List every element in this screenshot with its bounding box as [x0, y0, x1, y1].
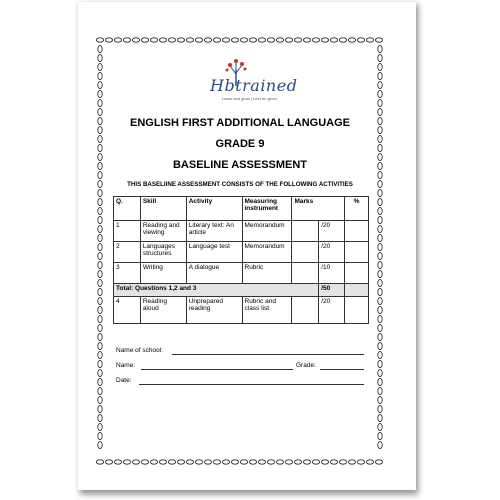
border-link: [159, 460, 166, 464]
border-link: [312, 460, 319, 464]
table-row: [114, 242, 369, 263]
border-link: [98, 333, 102, 340]
border-link: [98, 342, 102, 349]
border-link: [348, 460, 355, 464]
border-link: [375, 38, 382, 42]
cell-percent: [345, 221, 369, 242]
border-link: [98, 378, 102, 385]
border-link: [249, 38, 256, 42]
activities-subtitle: THIS BASELIINE ASSESSMENT CONSISTS OF THE FOLLOWING ACTIVITIES: [127, 181, 353, 188]
cell-q: 4: [114, 297, 141, 324]
border-link: [378, 423, 382, 430]
cell-instrument: Memorandum: [242, 221, 292, 242]
border-link: [186, 460, 193, 464]
logo-brand-text: Hbtrained: [210, 76, 298, 95]
cell-instrument: Memorandum: [242, 242, 292, 263]
border-link: [132, 460, 139, 464]
border-link: [378, 387, 382, 394]
border-link: [98, 54, 102, 61]
border-link: [378, 405, 382, 412]
border-link: [366, 38, 373, 42]
border-link: [98, 279, 102, 286]
border-link: [378, 270, 382, 277]
border-link: [150, 460, 157, 464]
border-link: [378, 333, 382, 340]
border-link: [378, 99, 382, 106]
border-link: [98, 369, 102, 376]
border-link: [123, 38, 130, 42]
border-link: [378, 351, 382, 358]
border-link: [378, 243, 382, 250]
border-link: [378, 279, 382, 286]
cell-empty: [292, 263, 319, 284]
border-link: [378, 72, 382, 79]
border-link: [303, 38, 310, 42]
border-link: [204, 460, 211, 464]
cell-marks: /20: [319, 242, 345, 263]
cell-marks: /10: [319, 263, 345, 284]
border-link: [378, 252, 382, 259]
header-instrument: Measuring instrument: [242, 197, 292, 221]
border-link: [378, 63, 382, 70]
cell-activity: Literary text: An article: [186, 221, 242, 242]
cell-empty: [292, 297, 319, 324]
document-title: ENGLISH FIRST ADDITIONAL LANGUAGE: [130, 117, 350, 129]
hbtrained-logo: [210, 58, 310, 100]
border-link: [378, 261, 382, 268]
border-link: [357, 460, 364, 464]
header-marks: Marks: [292, 197, 345, 221]
cell-q: 2: [114, 242, 141, 263]
border-link: [177, 38, 184, 42]
cell-percent: [345, 263, 369, 284]
border-link: [98, 243, 102, 250]
border-link: [98, 108, 102, 115]
border-link: [378, 432, 382, 439]
border-link: [294, 38, 301, 42]
border-link: [98, 405, 102, 412]
border-link: [105, 460, 112, 464]
border-link: [378, 198, 382, 205]
border-link: [141, 38, 148, 42]
border-link: [339, 460, 346, 464]
border-link: [123, 460, 130, 464]
total-label: Total: Questions 1,2 and 3: [114, 284, 319, 297]
border-link: [378, 216, 382, 223]
border-link: [303, 460, 310, 464]
border-link: [98, 72, 102, 79]
activities-table: [113, 196, 369, 324]
border-link: [378, 396, 382, 403]
border-link: [98, 234, 102, 241]
border-link: [378, 306, 382, 313]
border-link: [186, 38, 193, 42]
border-link: [98, 63, 102, 70]
border-link: [98, 45, 102, 52]
border-link: [231, 38, 238, 42]
border-link: [98, 360, 102, 367]
border-link: [366, 460, 373, 464]
border-link: [240, 460, 247, 464]
border-link: [98, 270, 102, 277]
border-link: [98, 324, 102, 331]
border-link: [96, 38, 103, 42]
border-link: [357, 38, 364, 42]
border-link: [240, 38, 247, 42]
cell-marks: /20: [319, 221, 345, 242]
border-link: [330, 38, 337, 42]
border-link: [378, 369, 382, 376]
border-link: [204, 38, 211, 42]
border-link: [96, 460, 103, 464]
border-link: [98, 81, 102, 88]
cell-marks: /20: [319, 297, 345, 324]
cell-q: 1: [114, 221, 141, 242]
border-link: [321, 460, 328, 464]
border-link: [168, 38, 175, 42]
border-link: [98, 297, 102, 304]
border-link: [378, 441, 382, 448]
logo-tagline: Learn and grow | Leer en groei: [222, 96, 277, 101]
cell-skill: Reading aloud: [140, 297, 186, 324]
total-marks: /50: [319, 284, 345, 297]
cell-percent: [345, 297, 369, 324]
border-link: [378, 315, 382, 322]
border-link: [98, 414, 102, 421]
border-link: [98, 288, 102, 295]
border-link: [213, 38, 220, 42]
border-link: [159, 38, 166, 42]
table-row: [114, 263, 369, 284]
cell-activity: Unprepared reading: [186, 297, 242, 324]
border-link: [222, 38, 229, 42]
border-link: [258, 38, 265, 42]
border-link: [98, 396, 102, 403]
border-link: [98, 441, 102, 448]
border-link: [378, 360, 382, 367]
header-percent: %: [345, 197, 369, 221]
date-label: Date:: [116, 377, 132, 384]
school-label: Name of school:: [116, 347, 163, 354]
border-link: [378, 324, 382, 331]
border-link: [98, 225, 102, 232]
border-link: [132, 38, 139, 42]
border-link: [378, 234, 382, 241]
cell-q: 3: [114, 263, 141, 284]
border-link: [98, 423, 102, 430]
border-link: [276, 38, 283, 42]
border-link: [375, 460, 382, 464]
border-link: [378, 297, 382, 304]
border-link: [98, 198, 102, 205]
border-link: [285, 460, 292, 464]
border-link: [114, 38, 121, 42]
border-link: [267, 460, 274, 464]
border-link: [378, 378, 382, 385]
cell-skill: Writing: [140, 263, 186, 284]
border-link: [222, 460, 229, 464]
border-link: [98, 387, 102, 394]
border-link: [98, 261, 102, 268]
border-link: [177, 460, 184, 464]
border-link: [141, 460, 148, 464]
cell-skill: Reading and viewing: [140, 221, 186, 242]
table-header-row: [114, 197, 369, 221]
border-link: [378, 54, 382, 61]
border-link: [98, 207, 102, 214]
border-link: [348, 38, 355, 42]
border-link: [98, 306, 102, 313]
grade-field[interactable]: [320, 369, 364, 370]
date-field[interactable]: [139, 384, 364, 385]
border-link: [294, 460, 301, 464]
border-link: [321, 38, 328, 42]
assessment-heading: BASELINE ASSESSMENT: [172, 159, 308, 171]
grade-label: Grade:: [296, 362, 316, 369]
border-link: [276, 460, 283, 464]
border-link: [98, 252, 102, 259]
grade-heading: GRADE 9: [215, 138, 265, 150]
border-link: [98, 99, 102, 106]
school-name-field[interactable]: [172, 354, 364, 355]
border-link: [150, 38, 157, 42]
border-link: [378, 108, 382, 115]
border-link: [98, 351, 102, 358]
border-link: [330, 460, 337, 464]
cell-skill: Languages structures: [140, 242, 186, 263]
cell-percent: [345, 284, 369, 297]
cell-empty: [292, 221, 319, 242]
border-link: [114, 460, 121, 464]
header-skill: Skill: [140, 197, 186, 221]
border-link: [249, 460, 256, 464]
cell-activity: Language test: [186, 242, 242, 263]
border-link: [378, 207, 382, 214]
border-link: [195, 460, 202, 464]
border-link: [98, 315, 102, 322]
border-link: [378, 45, 382, 52]
border-link: [378, 171, 382, 178]
border-link: [98, 189, 102, 196]
cell-instrument: Rubric and class list: [242, 297, 292, 324]
border-link: [168, 460, 175, 464]
border-link: [378, 342, 382, 349]
border-link: [258, 460, 265, 464]
border-link: [312, 38, 319, 42]
name-label: Name:: [116, 362, 136, 369]
border-link: [378, 90, 382, 97]
header-q: Q.: [114, 197, 141, 221]
cell-percent: [345, 242, 369, 263]
border-link: [339, 38, 346, 42]
border-link: [285, 38, 292, 42]
border-link: [378, 288, 382, 295]
border-link: [98, 216, 102, 223]
border-link: [378, 81, 382, 88]
border-link: [98, 432, 102, 439]
border-link: [98, 90, 102, 97]
total-row: [114, 284, 369, 297]
border-link: [195, 38, 202, 42]
cell-empty: [292, 242, 319, 263]
border-link: [378, 225, 382, 232]
border-link: [378, 414, 382, 421]
border-link: [231, 460, 238, 464]
student-name-field[interactable]: [141, 369, 293, 370]
table-row: [114, 221, 369, 242]
table-row: [114, 297, 369, 324]
border-link: [378, 189, 382, 196]
cell-activity: A dialogue: [186, 263, 242, 284]
header-activity: Activity: [186, 197, 242, 221]
border-link: [105, 38, 112, 42]
border-link: [98, 171, 102, 178]
border-link: [213, 460, 220, 464]
cell-instrument: Rubric: [242, 263, 292, 284]
border-link: [267, 38, 274, 42]
